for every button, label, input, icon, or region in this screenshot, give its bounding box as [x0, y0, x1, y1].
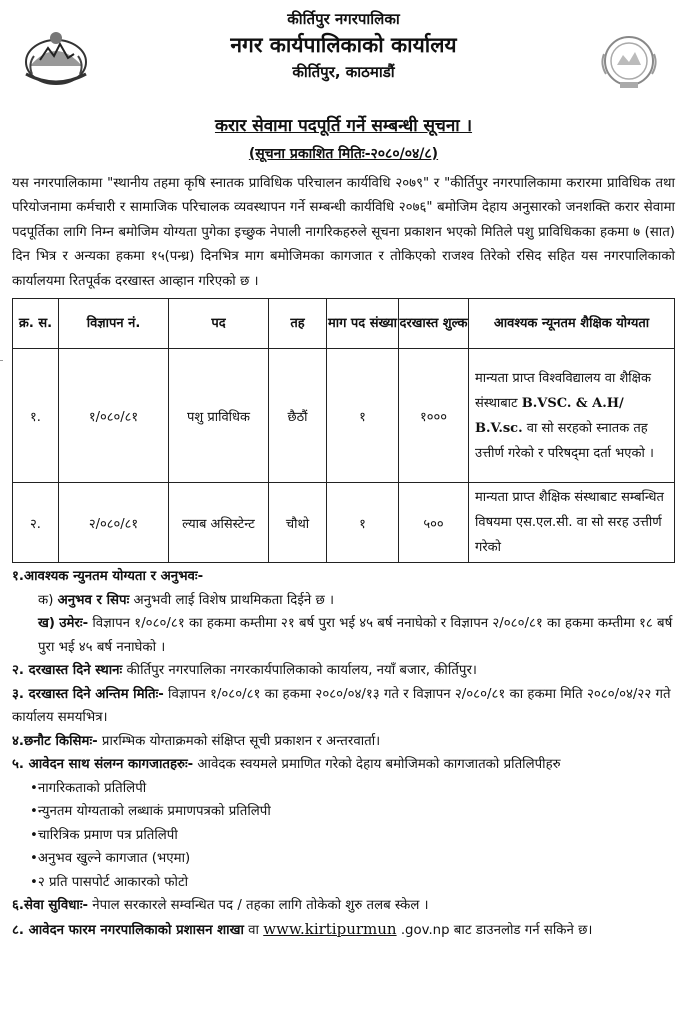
vacancy-table: [12, 298, 675, 563]
cell-post: ल्याब असिस्टेन्ट: [169, 483, 269, 563]
cell-level: छैठौं: [269, 349, 327, 483]
office-address: कीर्तिपुर, काठमाडौं: [292, 63, 395, 81]
letterhead: [0, 8, 687, 162]
table-row: [13, 483, 675, 563]
col-header-sn: क्र. स.: [13, 299, 59, 349]
list-item: •चारित्रिक प्रमाण पत्र प्रतिलिपी: [30, 827, 178, 843]
notice-body: [12, 172, 675, 942]
cell-post: पशु प्राविधिक: [169, 349, 269, 483]
section-1b: [12, 612, 675, 659]
section-4: [12, 730, 675, 754]
cell-adv-no: २/०८०/८१: [59, 483, 169, 563]
col-header-post: पद: [169, 299, 269, 349]
cell-level: चौथो: [269, 483, 327, 563]
section-8-text: वा: [243, 922, 264, 938]
section-6: [12, 894, 675, 918]
col-header-level: तह: [269, 299, 327, 349]
section-3-text: विज्ञापन १/०८०/८१ का हकमा २०८०/०४/१३ गते र विज्ञापन २/०८०/८१ का हकमा मिति २०८०/०४/२२ गते कार्यालय समयभित्र।: [12, 686, 671, 726]
col-header-qualification: आवश्यक न्यूनतम शैक्षिक योग्यता: [469, 299, 675, 349]
section-3-heading: ३. दरखास्त दिने अन्तिम मितिः-: [12, 686, 164, 702]
cell-fee: ५००: [399, 483, 469, 563]
section-4-heading: ४.छनौट किसिमः-: [12, 733, 98, 749]
col-header-demand: माग पद संख्या: [327, 299, 399, 349]
section-3: [12, 683, 675, 730]
list-item: •अनुभव खुल्ने कागजात (भएमा): [30, 851, 191, 867]
government-emblem-icon: [22, 26, 90, 88]
section-8: [12, 918, 675, 943]
cell-sn: १.: [13, 349, 59, 483]
section-1b-label: ख): [38, 616, 55, 632]
list-item: •न्युनतम योग्यताको लब्धाकं प्रमाणपत्रको प्रतिलिपी: [30, 804, 271, 820]
letterhead-title-block: [120, 8, 567, 84]
section-8-tail: .gov.np बाट डाउनलोड गर्न सकिने छ।: [396, 922, 593, 938]
cell-demand: १: [327, 483, 399, 563]
col-header-fee: दरखास्त शुल्क: [399, 299, 469, 349]
section-2-text: कीर्तिपुर नगरपालिका नगरकार्यपालिकाको कार्यालय, नयाँ बजार, कीर्तिपुर।: [122, 663, 477, 679]
cell-demand: १: [327, 349, 399, 483]
cell-qualification: [469, 349, 675, 483]
section-1b-text: विज्ञापन १/०८०/८१ का हकमा कम्तीमा २१ बर्ष पुरा भई ४५ बर्ष ननाघेको र विज्ञापन २/०८०/८१ का हकमा कम्तीमा १८ बर्ष पुरा भई ४५ बर्ष ननाघेको ।: [38, 616, 673, 655]
col-header-adv-no: विज्ञापन नं.: [59, 299, 169, 349]
section-1a-text: अनुभवी लाई विशेष प्राथमिकता दिईने छ ।: [129, 592, 335, 608]
qualification-text: मान्यता प्राप्त विश्वविद्यालय वा शैक्षिक संस्थाबाट: [475, 370, 651, 411]
org-name: कीर्तिपुर नगरपालिका: [287, 10, 400, 28]
section-1a-heading: अनुभव र सिपः: [57, 592, 130, 608]
section-5-heading: ५. आवेदन साथ संलग्न कागजातहरुः-: [12, 757, 194, 773]
section-1-heading: १.आवश्यक न्युनतम योग्यता र अनुभवः-: [12, 569, 204, 585]
section-4-text: प्रारम्भिक योग्ताक्रमको संक्षिप्त सूची प्रकाशन र अन्तरवार्ता।: [97, 733, 381, 749]
cell-fee: १०००: [399, 349, 469, 483]
section-5: [12, 753, 675, 777]
notice-title: करार सेवामा पदपूर्ति गर्ने सम्बन्धी सूचना ।: [214, 116, 473, 136]
section-8-heading: ८. आवेदन फारम नगरपालिकाको प्रशासन शाखा: [12, 922, 244, 938]
section-1a: [12, 589, 675, 613]
section-5-text: आवेदक स्वयमले प्रमाणित गरेको देहाय बमोजिमको कागजातको प्रतिलिपीहरु: [193, 757, 561, 773]
intro-paragraph: यस नगरपालिकामा "स्थानीय तहमा कृषि स्नातक प्राविधिक परिचालन कार्यविधि २०७९" र "कीर्तिपुर नगरपालिकामा करारमा प्राविधिक तथा परियोजनामा कर्मचारी र सामाजिक परिचालक व्यवस्थापन गर्ने सम्बन्धी कार्यविधि २०७६" बमोजिम देहाय अनुसारको जनशक्ति करार सेवामा पदपूर्तिका लागि निम्न बमोजिम योग्यता पुगेका इच्छुक नेपाली नागरिकहरुले सूचना प्रकाशन भएको मितिले पशु प्राविधिकका हकमा ७ (सात) दिन भित्र र अन्यका हकमा १५(पन्ध्र) दिनभित्र माग बमोजिमका कागजात र तोकिएको राजश्व तिरेको रसिद सहित यस नगरपालिकाको कार्यालयमा रितपूर्वक दरखास्त आव्हान गरिएको छ ।: [12, 176, 675, 289]
list-item: •२ प्रति पासपोर्ट आकारको फोटो: [30, 874, 189, 890]
cell-qualification: मान्यता प्राप्त शैक्षिक संस्थाबाट सम्बन्धित विषयमा एस.एल.सी. वा सो सरह उत्तीर्ण गरेको: [469, 483, 675, 563]
cell-adv-no: १/०८०/८१: [59, 349, 169, 483]
section-6-heading: ६.सेवा सुविधाः-: [12, 898, 89, 914]
municipality-seal-icon: [596, 30, 662, 92]
requirements-sections: [12, 565, 675, 942]
cell-sn: २.: [13, 483, 59, 563]
section-2-heading: २. दरखास्त दिने स्थानः: [12, 663, 123, 679]
degree-name: B.VSC. & A.H/ B.V.sc.: [475, 395, 624, 436]
page-edge-mark: [0, 360, 3, 361]
section-6-text: नेपाल सरकारले सम्वन्धित पद / तहका लागि तोकेको शुरु तलब स्केल ।: [88, 898, 429, 914]
table-row: [13, 349, 675, 483]
list-item: •नागरिकताको प्रतिलिपी: [30, 780, 147, 796]
publish-date: (सूचना प्रकाशित मितिः-२०८०/०४/८): [248, 146, 439, 162]
qualification-text-end: वा सो सरहको स्नातक तह उत्तीर्ण गरेको र परिषद्‌मा दर्ता भएको ।: [475, 420, 654, 461]
website-link[interactable]: www.kirtipurmun: [263, 919, 397, 938]
section-1a-label: क): [38, 592, 54, 608]
table-header-row: [13, 299, 675, 349]
section-1b-heading: उमेरः-: [59, 616, 89, 632]
section-2: [12, 659, 675, 683]
office-name: नगर कार्यपालिकाको कार्यालय: [230, 33, 457, 57]
